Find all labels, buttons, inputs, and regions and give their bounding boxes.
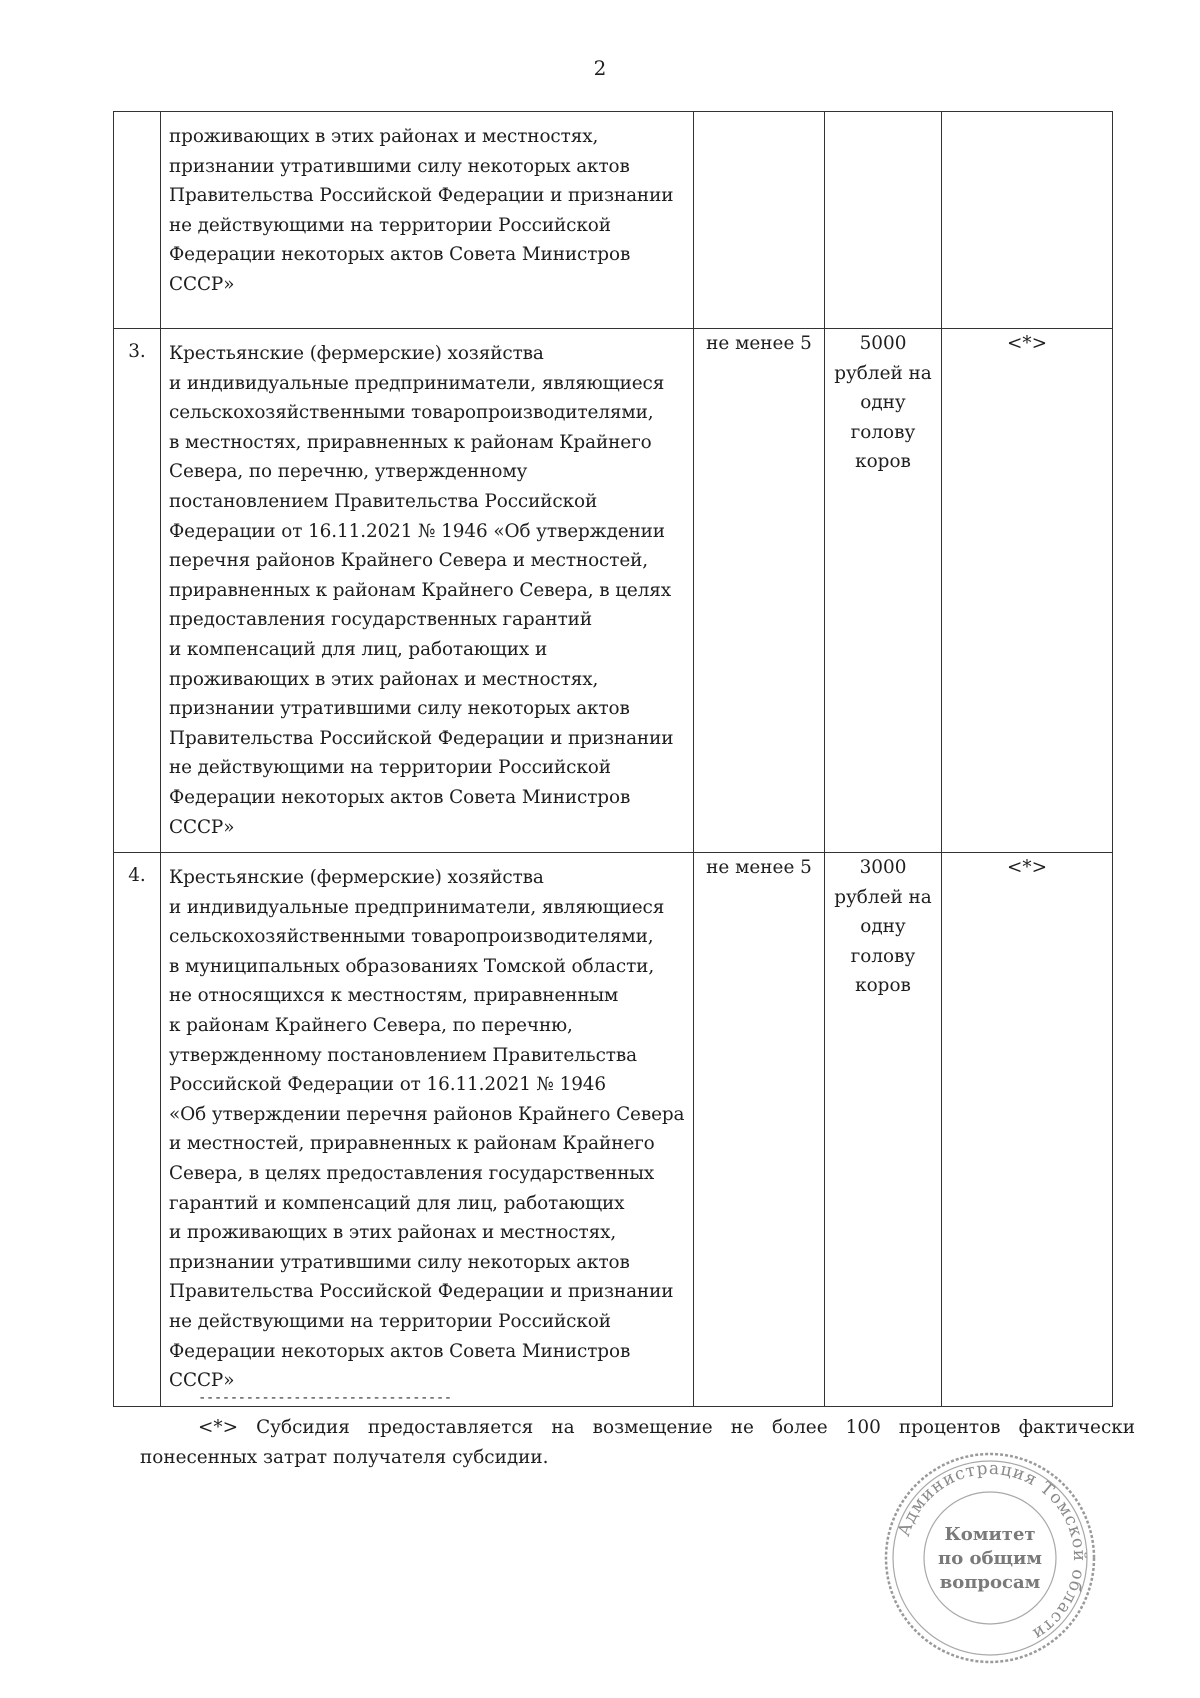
subsidy-table	[113, 111, 1113, 1407]
row-count	[694, 112, 825, 329]
row-number	[114, 112, 161, 329]
row-number: 4.	[114, 853, 161, 1407]
footnote-separator: --------------------------------	[198, 1390, 452, 1406]
row-rate: 5000 рублей на одну голову коров	[825, 329, 942, 853]
row-description: Крестьянские (фермерские) хозяйства и индивидуальные предприниматели, являющиеся сельскохозяйственными товаропроизводителями, в муниципальных образованиях Томской области, не относящихся к местностям, приравненным к районам Крайнего Севера, по перечню, утвержденному постановлением Правительства Российской Федерации от 16.11.2021 № 1946 «Об утверждении перечня районов Крайнего Севера и местностей, приравненных к районам Крайнего Севера, в целях предоставления государственных гарантий и компенсаций для лиц, работающих и проживающих в этих районах и местностях, признании утратившими силу некоторых актов Правительства Российской Федерации и признании не действующими на территории Российской Федерации некоторых актов Совета Министров СССР»	[161, 853, 694, 1407]
table-row	[114, 112, 1113, 329]
row-number: 3.	[114, 329, 161, 853]
page-number: 2	[593, 56, 607, 80]
stamp-line-3: вопросам	[939, 1572, 1041, 1593]
table-row	[114, 853, 1113, 1407]
stamp-line-1: Комитет	[944, 1524, 1036, 1545]
stamp-ring-text: Администрация Томской области	[894, 1458, 1090, 1645]
row-rate	[825, 112, 942, 329]
stamp-seal	[880, 1448, 1100, 1668]
footnote-text: <*> Субсидия предоставляется на возмещение не более 100 процентов фактически понесенных затрат получателя субсидии.	[140, 1417, 1135, 1468]
row-count: не менее 5	[694, 853, 825, 1407]
row-rate: 3000 рублей на одну голову коров	[825, 853, 942, 1407]
table-row	[114, 329, 1113, 853]
row-note: <*>	[942, 329, 1113, 853]
row-note	[942, 112, 1113, 329]
row-description: проживающих в этих районах и местностях, признании утратившими силу некоторых актов Правительства Российской Федерации и признании не действующими на территории Российской Федерации некоторых актов Совета Министров СССР»	[161, 112, 694, 329]
row-description: Крестьянские (фермерские) хозяйства и индивидуальные предприниматели, являющиеся сельскохозяйственными товаропроизводителями, в местностях, приравненных к районам Крайнего Севера, по перечню, утвержденному постановлением Правительства Российской Федерации от 16.11.2021 № 1946 «Об утверждении перечня районов Крайнего Севера и местностей, приравненных к районам Крайнего Севера, в целях предоставления государственных гарантий и компенсаций для лиц, работающих и проживающих в этих районах и местностях, признании утратившими силу некоторых актов Правительства Российской Федерации и признании не действующими на территории Российской Федерации некоторых актов Совета Министров СССР»	[161, 329, 694, 853]
stamp-line-2: по общим	[938, 1548, 1042, 1569]
row-count: не менее 5	[694, 329, 825, 853]
row-note: <*>	[942, 853, 1113, 1407]
